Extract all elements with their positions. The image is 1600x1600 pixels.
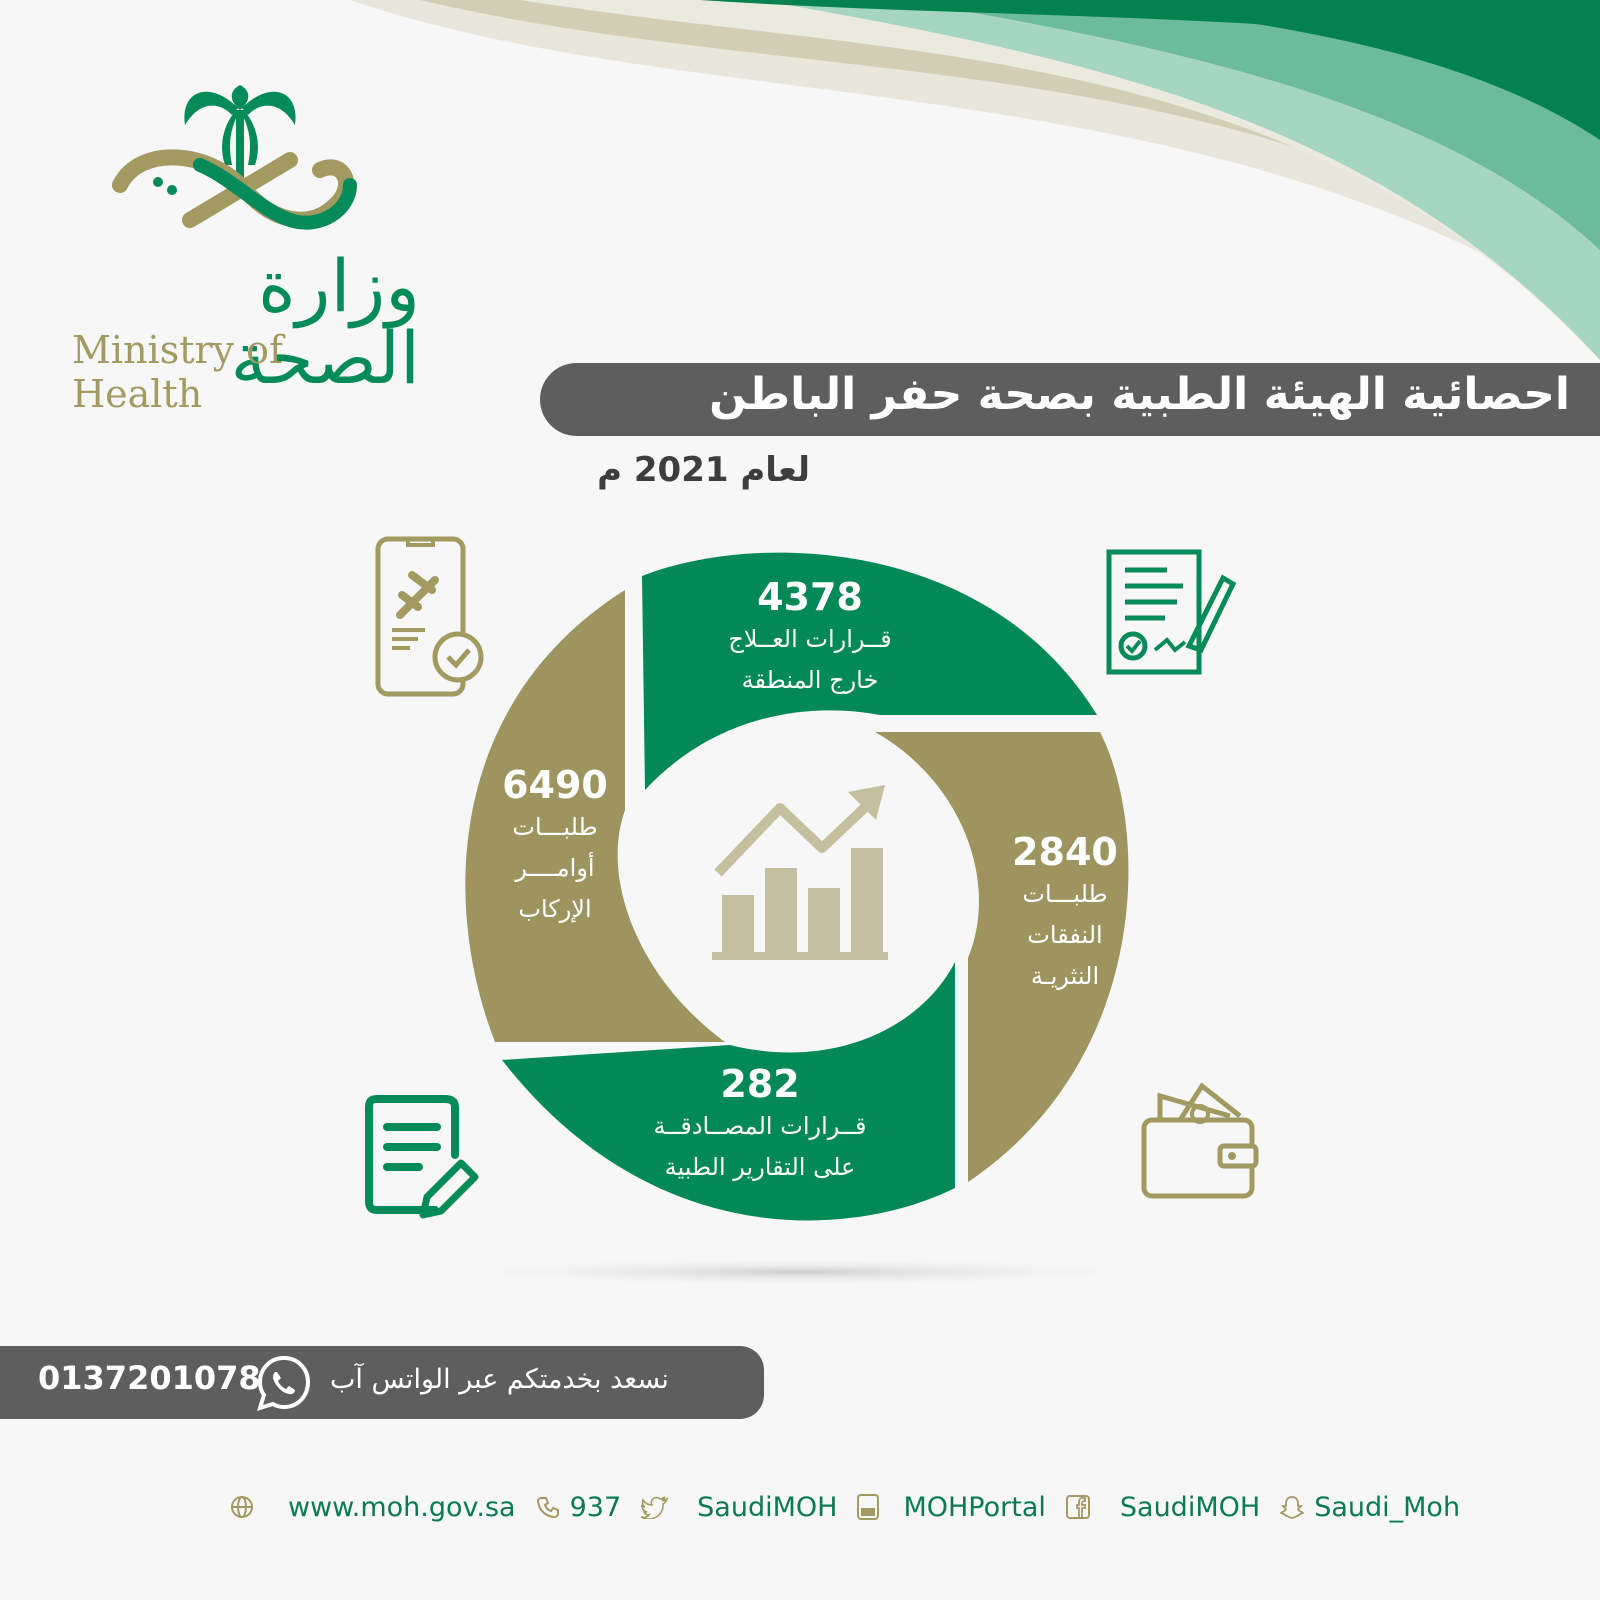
- whatsapp-icon[interactable]: [255, 1354, 313, 1412]
- page-title: احصائية الهيئة الطبية بصحة حفر الباطن: [709, 369, 1570, 420]
- stat-label: طلبـــات: [512, 813, 598, 841]
- stat-label: طلبـــات: [1022, 880, 1108, 908]
- stat-label: خارج المنطقة: [741, 666, 879, 694]
- whatsapp-number[interactable]: 0137201078: [38, 1359, 261, 1397]
- contact-snapchat[interactable]: [1280, 1492, 1460, 1523]
- contact-phone[interactable]: [536, 1492, 622, 1523]
- logo-arabic-text: وزارة الصحة: [230, 244, 420, 400]
- document-edit-icon: [365, 1095, 485, 1225]
- stat-value: 6490: [502, 763, 608, 807]
- whatsapp-text: نسعد بخدمتكم عبر الواتس آب: [330, 1364, 669, 1395]
- contact-facebook[interactable]: [1066, 1492, 1260, 1523]
- stat-label: على التقارير الطبية: [664, 1153, 856, 1181]
- youtube-handle[interactable]: MOHPortal: [903, 1491, 1046, 1523]
- stat-value: 282: [720, 1062, 800, 1106]
- growth-chart-icon: [712, 785, 888, 960]
- stat-label: الإركاب: [518, 895, 592, 923]
- twitter-icon: [641, 1495, 669, 1519]
- phone-flight-check-icon: [370, 535, 490, 705]
- stat-label: النثريـة: [1030, 962, 1100, 990]
- twitter-handle[interactable]: SaudiMOH: [697, 1491, 838, 1523]
- facebook-handle[interactable]: SaudiMOH: [1119, 1491, 1261, 1523]
- website-link[interactable]: www.moh.gov.sa: [288, 1491, 516, 1523]
- stat-label: أوامــــر: [515, 854, 595, 882]
- globe-icon: [230, 1495, 254, 1519]
- facebook-icon: [1066, 1495, 1090, 1519]
- phone-number[interactable]: 937: [569, 1491, 622, 1523]
- stat-petty-expenses: [1005, 830, 1125, 997]
- snapchat-handle[interactable]: Saudi_Moh: [1314, 1491, 1461, 1523]
- stat-label: قــرارات العــلاج: [728, 625, 892, 653]
- ring-shadow: [420, 1258, 1180, 1286]
- stat-value: 2840: [1012, 830, 1118, 874]
- whatsapp-banner: [0, 1346, 764, 1419]
- youtube-icon: [857, 1494, 879, 1520]
- stat-boarding-orders: [495, 763, 615, 930]
- stat-treatment-outside: [715, 575, 905, 701]
- stat-label: النفقات: [1027, 921, 1103, 949]
- stat-medical-reports: [630, 1062, 890, 1188]
- contact-youtube[interactable]: [857, 1492, 1045, 1523]
- document-sign-icon: [1105, 548, 1245, 678]
- wallet-money-icon: [1140, 1080, 1260, 1205]
- stat-label: قــرارات المصــادقــة: [653, 1112, 867, 1140]
- logo-english-text: Ministry of Health: [72, 328, 284, 416]
- phone-icon: [536, 1495, 560, 1519]
- contacts-row: [230, 1482, 1461, 1532]
- contact-website[interactable]: [230, 1492, 516, 1523]
- stat-value: 4378: [757, 575, 863, 619]
- page-subtitle: لعام 2021 م: [597, 450, 810, 490]
- contact-twitter[interactable]: [641, 1492, 837, 1523]
- snapchat-icon: [1280, 1495, 1304, 1519]
